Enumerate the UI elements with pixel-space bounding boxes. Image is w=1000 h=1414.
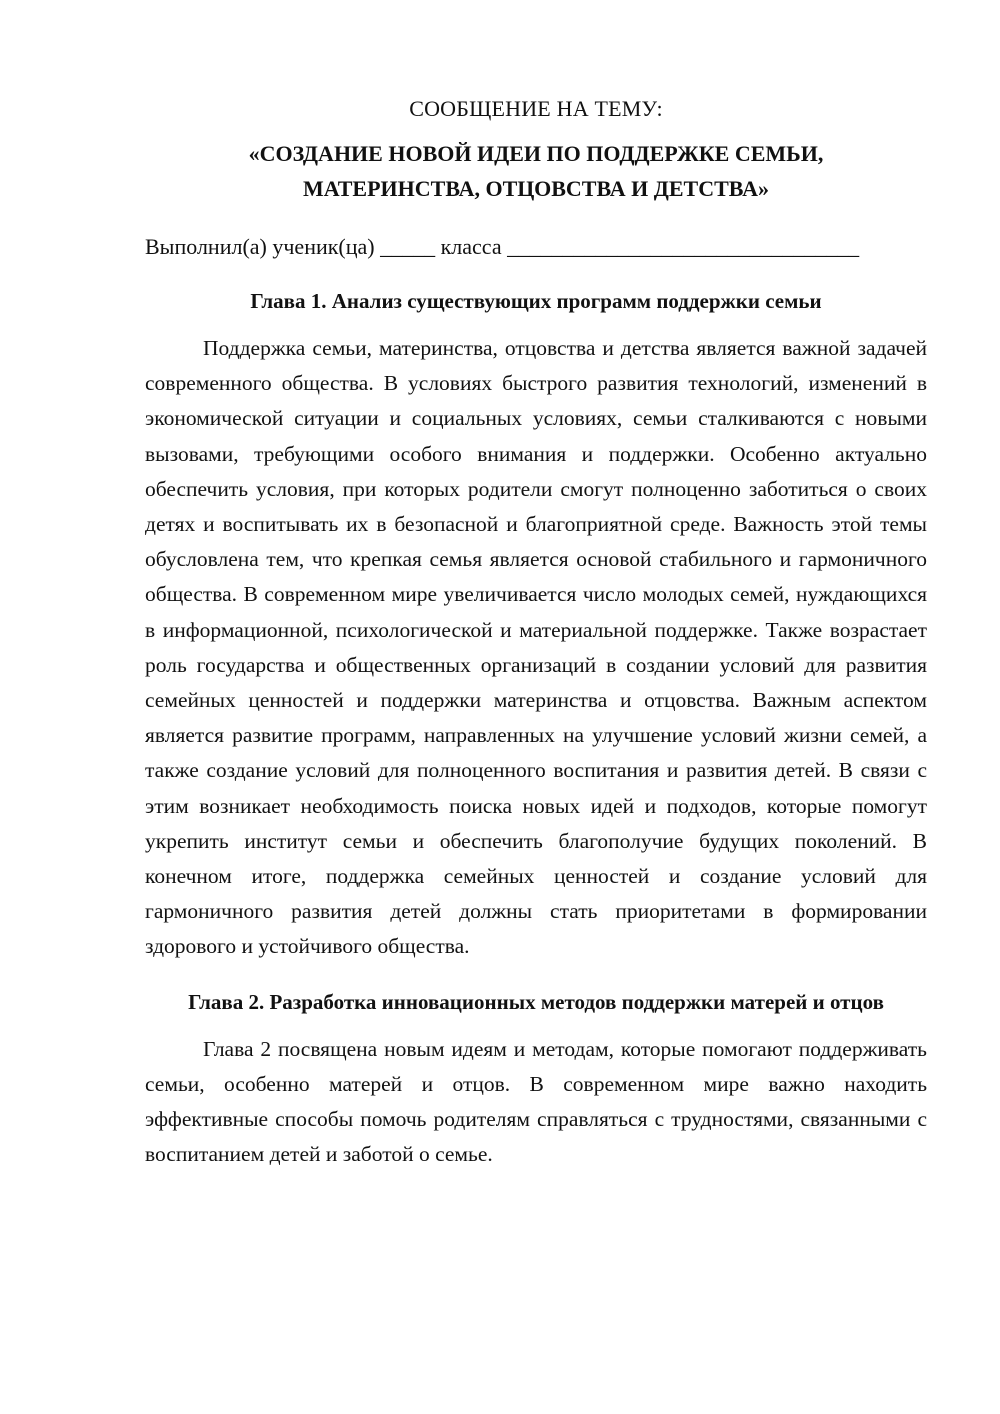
document-title xyxy=(145,136,927,206)
document-content xyxy=(145,94,927,1172)
chapter-2-paragraph: Глава 2 посвящена новым идеям и методам, которые помогают поддерживать семьи, особенно матерей и отцов. В современном мире важно находить эффективные способы помочь родителям справляться с трудностями, связанными с воспитанием детей и заботой о семье. xyxy=(145,1036,927,1167)
chapter-2-heading: Глава 2. Разработка инновационных методов поддержки матерей и отцов xyxy=(188,989,884,1014)
document-heading: СООБЩЕНИЕ НА ТЕМУ: xyxy=(409,96,663,121)
author-line: Выполнил(а) ученик(ца) _____ класса ________________________________ xyxy=(145,234,860,259)
document-title-line-2: МАТЕРИНСТВА, ОТЦОВСТВА И ДЕТСТВА» xyxy=(303,176,769,201)
chapter-1-heading: Глава 1. Анализ существующих программ поддержки семьи xyxy=(250,289,822,313)
chapter-1-paragraph: Поддержка семьи, материнства, отцовства и детства является важной задачей современного общества. В условиях быстрого развития технологий, изменений в экономической ситуации и социальных условиях, семьи сталкиваются с новыми вызовами, требующими особого внимания и поддержки. Особенно актуально обеспечить условия, при которых родители смогут полноценно заботиться о своих детях и воспитывать их в безопасной и благоприятной среде. Важность этой темы обусловлена тем, что крепкая семья является основой стабильного и гармоничного общества. В современном мире увеличивается число молодых семей, нуждающихся в информационной, психологической и материальной поддержке. Также возрастает роль государства и общественных организаций в создании условий для развития семейных ценностей и поддержки материнства и отцовства. Важным аспектом является развитие программ, направленных на улучшение условий жизни семей, а также создание условий для полноценного воспитания и развития детей. В связи с этим возникает необходимость поиска новых идей и подходов, которые помогут укрепить институт семьи и обеспечить благополучие будущих поколений. В конечном итоге, поддержка семейных ценностей и создание условий для гармоничного развития детей должны стать приоритетами в формировании здорового и устойчивого общества. xyxy=(145,336,927,959)
document-title-line-1: «СОЗДАНИЕ НОВОЙ ИДЕИ ПО ПОДДЕРЖКЕ СЕМЬИ, xyxy=(248,141,824,166)
